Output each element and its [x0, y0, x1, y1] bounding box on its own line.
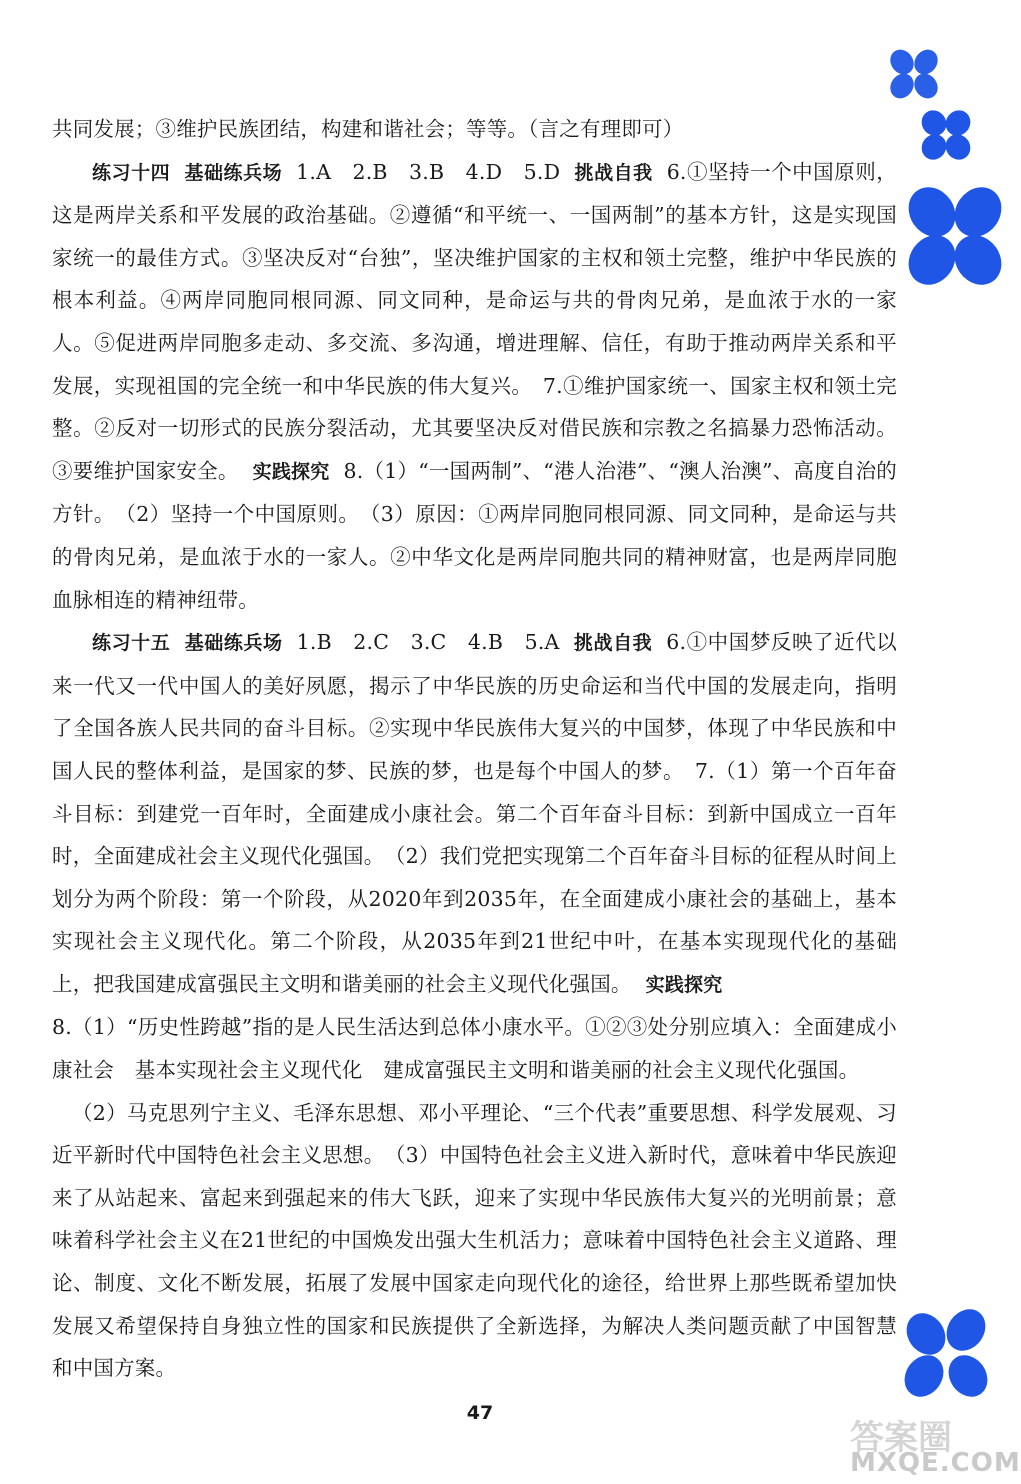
answer-text [52, 108, 897, 1390]
watermark-logo [846, 1410, 1021, 1480]
exercise-15 [52, 621, 897, 1006]
choice-answers: 1.B 2.C 3.C 4.B 5.A [296, 630, 560, 655]
section-heading: 基础练兵场 [184, 161, 283, 184]
watermark-cn: 答案圈 [850, 1418, 952, 1458]
clover-icon [896, 1302, 1000, 1412]
exercise-label: 练习十五 [92, 632, 171, 655]
clover-icon [914, 104, 978, 166]
section-heading: 挑战自我 [574, 161, 653, 184]
answer-text-block: 8.（1）“一国两制”、“港人治港”、“澳人治澳”、高度自治的方针。 （2）坚持一个中国原则。 （3）原因：①两岸同胞同根同源、同文同种，是命运与共的骨肉兄弟，是血浓于水的一家人。②中华文化是两岸同胞共同的精神财富，也是两岸同胞血脉相连的精神纽带。 [52, 458, 897, 612]
exercise-14 [52, 151, 897, 622]
answer-text-block: 6.①中国梦反映了近代以来一代又一代中国人的美好夙愿，揭示了中华民族的历史命运和当代中国的发展走向，指明了全国各族人民共同的奋斗目标。②实现中华民族伟大复兴的中国梦，体现了中华民族和中国人民的整体利益，是国家的梦、民族的梦，也是每个中国人的梦。 7.（1）第一个百年奋斗目标：到建党一百年时，全面建成小康社会。第二个百年奋斗目标：到新中国成立一百年时，全面建成社会主义现代化强国。 （2）我们党把实现第二个百年奋斗目标的征程从时间上划分为两个阶段：第一个阶段，从2020年到2035年，在全面建成小康社会的基础上，基本实现社会主义现代化。第二个阶段，从2035年到21世纪中叶，在基本实现现代化的基础上，把我国建成富强民主文明和谐美丽的社会主义现代化强国。 [52, 630, 897, 996]
choice-answers: 1.A 2.B 3.B 4.D 5.D [296, 159, 561, 184]
paragraph-text: 8.（1）“历史性跨越”指的是人民生活达到总体小康水平。①②③处分别应填入：全面建成小康社会 基本实现社会主义现代化 建成富强民主文明和谐美丽的社会主义现代化强国。 [52, 1015, 897, 1083]
paragraph [52, 1092, 897, 1390]
paragraph-text: 共同发展；③维护民族团结，构建和谐社会；等等。（言之有理即可） [52, 117, 684, 141]
paragraph-text: （2）马克思列宁主义、毛泽东思想、邓小平理论、“三个代表”重要思想、科学发展观、习近平新时代中国特色社会主义思想。 （3）中国特色社会主义进入新时代，意味着中华民族迎来了从站起来、富起来到强起来的伟大飞跃，迎来了实现中华民族伟大复兴的光明前景；意味着科学社会主义在21世纪的中国焕发出强大生机活力；意味着中国特色社会主义道路、理论、制度、文化不断发展，拓展了发展中国家走向现代化的途径，给世界上那些既希望加快发展又希望保持自身独立性的国家和民族提供了全新选择，为解决人类问题贡献了中国智慧和中国方案。 [52, 1100, 897, 1381]
page-number: 47 [466, 1402, 494, 1424]
section-heading: 基础练兵场 [184, 632, 283, 655]
section-heading: 挑战自我 [573, 632, 653, 655]
paragraph [52, 108, 897, 151]
section-heading: 实践探究 [645, 973, 723, 996]
clover-icon [882, 44, 946, 104]
paragraph [52, 1006, 897, 1091]
answer-text-block: 6.①坚持一个中国原则，这是两岸关系和平发展的政治基础。②遵循“和平统一、一国两制”的基本方针，这是实现国家统一的最佳方式。③坚决反对“台独”，坚决维护国家的主权和领土完整，维护中华民族的根本利益。④两岸同胞同根同源、同文同种，是命运与共的骨肉兄弟，是血浓于水的一家人。⑤促进两岸同胞多走动、多交流、多沟通，增进理解、信任，有助于推动两岸关系和平发展，实现祖国的完全统一和中华民族的伟大复兴。 7.①维护国家统一、国家主权和领土完整。②反对一切形式的民族分裂活动，尤其要坚决反对借民族和宗教之名搞暴力恐怖活动。③要维护国家安全。 [52, 159, 897, 483]
section-heading: 实践探究 [252, 460, 330, 483]
exercise-label: 练习十四 [92, 161, 171, 184]
watermark-url: MXQE.COM [850, 1448, 1021, 1478]
clover-icon [898, 178, 1000, 296]
